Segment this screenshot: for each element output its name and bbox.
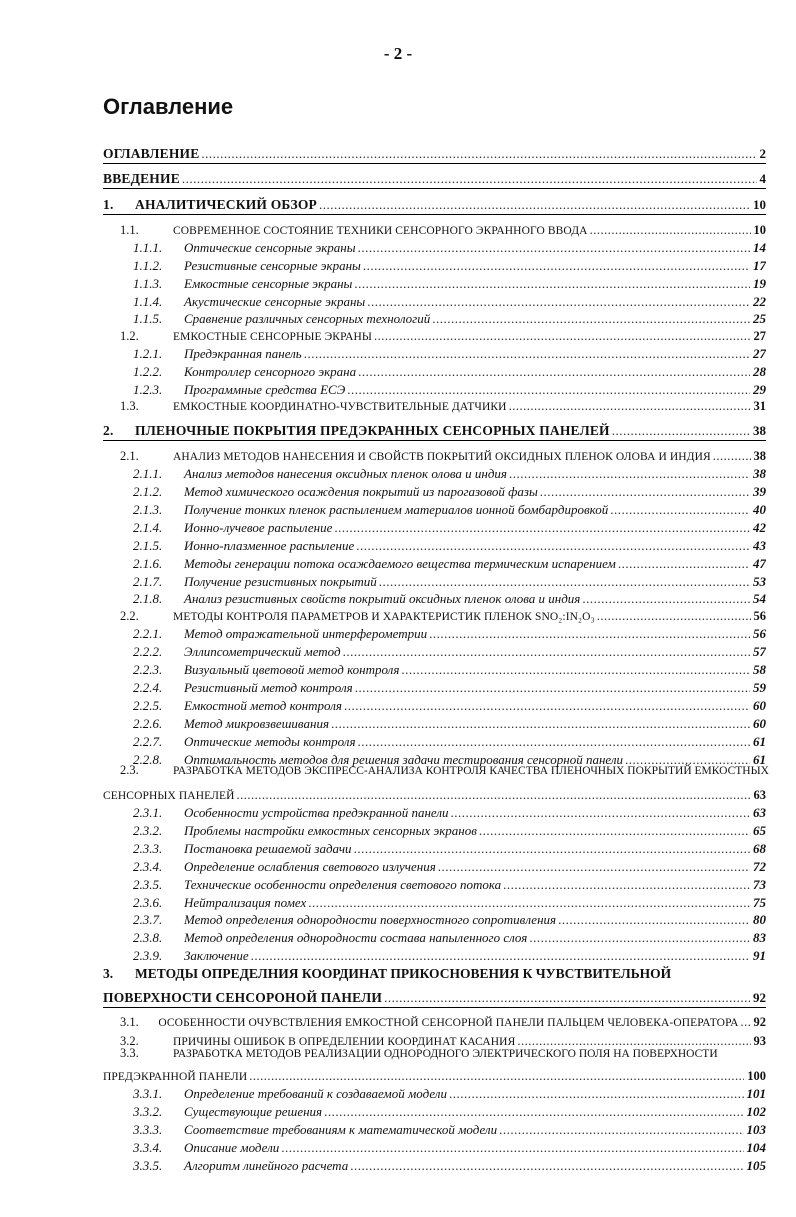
toc-entry-page: 27 [753,329,766,343]
toc-entry[interactable] [103,712,766,732]
toc-entry[interactable] [103,1118,766,1138]
chapter-underline [103,1007,766,1008]
toc-entry-title: Сравнение различных сенсорных технологий [184,311,431,326]
toc-entry-title: Метод химического осаждения покрытий из парогазовой фазы [184,484,538,499]
toc-entry-page: 57 [753,644,766,659]
toc-entry-line [103,990,766,1006]
toc-entry-title: Определение требований к создаваемой модели [184,1086,447,1101]
toc-entry[interactable] [103,419,766,439]
toc-entry[interactable] [103,986,766,1006]
toc-entry-page: 42 [753,520,766,535]
toc-entry[interactable] [103,324,766,344]
chapter-underline [103,188,766,189]
toc-entry-number: 2.3.7. [133,912,163,927]
toc-entry-title: Метод микровзвешивания [184,716,329,731]
toc-entry[interactable] [103,142,766,162]
page-number: - 2 - [383,44,413,63]
toc-entry-page: 73 [753,877,766,892]
toc-entry-title: МЕТОДЫ КОНТРОЛЯ ПАРАМЕТРОВ И ХАРАКТЕРИСТИК ПЛЕНОК SNO₂:IN₂O₃ [173,611,595,623]
toc-entry-title: Проблемы настройки емкостных сенсорных экранов [184,823,477,838]
toc-entry[interactable] [103,254,766,274]
toc-entry-title: Методы генерации потока осаждаемого вещества термическим испарением [184,556,616,571]
toc-entry-number: 2.1.2. [133,484,163,499]
toc-entry[interactable] [103,694,766,714]
toc-entry-title: Предэкранная панель [184,346,302,361]
toc-entry-number: 2.1.6. [133,556,163,571]
toc-entry-title: Емкостные сенсорные экраны [184,276,353,291]
toc-entry-title: Метод определения однородности состава напыленного слоя [184,930,528,945]
toc-entry-number: 2.2.7. [133,734,163,749]
toc-entry[interactable] [103,462,766,482]
toc-entry[interactable] [103,534,766,554]
toc-entry-page: 105 [746,1158,766,1173]
toc-entry-line [103,399,766,414]
toc-entry[interactable] [103,873,766,893]
toc-entry-number: 1.1.2. [133,258,163,273]
toc-entry-page: 93 [753,1034,766,1048]
toc-entry-number: 3. [103,966,114,981]
toc-entry-title: Постановка решаемой задачи [184,841,352,856]
toc-entry-page: 56 [753,626,766,641]
toc-entry-line [103,948,766,964]
toc-entry-number: 2.2.3. [133,662,163,677]
toc-entry-page: 83 [753,930,766,945]
toc-entry-line [103,171,766,187]
toc-entry[interactable] [103,360,766,380]
toc-entry-title: МЕТОДЫ ОПРЕДЕЛНИЯ КООРДИНАТ ПРИКОСНОВЕНИЯ К ЧУВСТВИТЕЛЬНОЙ [135,966,672,981]
toc-entry-number: 1. [103,197,114,212]
toc-entry[interactable] [103,640,766,660]
toc-entry-number: 2.3.2. [133,823,163,838]
toc-entry-page: 102 [746,1104,766,1119]
toc-entry-number: 1.2. [120,329,139,343]
toc-entry-page: 75 [753,895,766,910]
toc-entry-page: 80 [753,912,766,927]
toc-entry[interactable] [103,622,766,642]
toc-entry-title: Емкостной метод контроля [184,698,342,713]
toc-entry-title: АНАЛИЗ МЕТОДОВ НАНЕСЕНИЯ И СВОЙСТВ ПОКРЫТИЙ ОКСИДНЫХ ПЛЕНОК ОЛОВА И ИНДИЯ [173,451,711,463]
toc-entry-title: ВВЕДЕНИЕ [103,171,180,186]
toc-entry-page: 60 [753,716,766,731]
toc-entry-number: 2.3.4. [133,859,163,874]
toc-entry-number: 1.1.1. [133,240,163,255]
toc-entry[interactable] [103,342,766,362]
toc-entry-title: ЕМКОСТНЫЕ СЕНСОРНЫЕ ЭКРАНЫ [173,331,373,343]
toc-entry-page: 60 [753,698,766,713]
toc-entry-page: 100 [747,1069,766,1083]
toc-entry-line [103,423,766,439]
toc-entry[interactable] [103,516,766,536]
toc-entry-number: 3.3.3. [133,1122,163,1137]
toc-entry-title: Заключение [184,948,249,963]
toc-entry-page: 28 [753,364,766,379]
toc-entry-page: 14 [753,240,766,255]
toc-entry-number: 1.1. [120,223,139,237]
toc-entry-page: 43 [753,538,766,553]
toc-entry[interactable] [103,819,766,839]
toc-entry-page: 38 [753,466,766,481]
toc-entry-page: 61 [753,734,766,749]
toc-entry-number: 2.2.8. [133,752,163,767]
toc-entry-number: 2.2.1. [133,626,163,641]
toc-entry-title: Программные средства ЕСЭ [184,382,346,397]
toc-entry-title: Метод определения однородности поверхностного сопротивления [184,912,557,927]
toc-entry-number: 1.2.2. [133,364,163,379]
toc-entry-number: 1.3. [120,399,139,413]
dot-leader [509,399,751,414]
toc-entry-number: 2.3. [120,763,139,777]
dot-leader [201,146,756,162]
toc-entry-number: 2.2. [120,609,139,623]
chapter-underline [103,440,766,441]
toc-entry-page: 104 [746,1140,766,1155]
toc-entry[interactable] [103,552,766,572]
toc-entry[interactable] [103,658,766,678]
toc-entry[interactable] [103,676,766,696]
toc-entry-page: 29 [753,382,766,397]
toc-entry-title: Ионно-лучевое распыление [184,520,333,535]
toc-entry-title: Существующие решения [184,1104,323,1119]
toc-entry-page: 39 [753,484,766,499]
toc-entry-number: 2. [103,423,114,438]
toc-entry-number: 2.3.1. [133,805,163,820]
toc-entry-number: 3.3. [120,1046,139,1060]
toc-entry[interactable] [103,272,766,292]
toc-entry-title: Резистивные сенсорные экраны [184,258,361,273]
toc-entry-page: 63 [753,788,766,802]
toc-entry-page: 59 [753,680,766,695]
toc-entry-number: 1.2.3. [133,382,163,397]
toc-entry-title: АНАЛИТИЧЕСКИЙ ОБЗОР [135,197,317,212]
toc-entry-number: 2.1.3. [133,502,163,517]
toc-entry-line [103,197,766,213]
toc-entry-line [103,1158,766,1174]
toc-entry[interactable] [103,908,766,928]
toc-entry-page: 40 [753,502,766,517]
toc-entry-number: 1.1.5. [133,311,163,326]
toc-entry-title: Эллипсометрический метод [184,644,341,659]
toc-entry-page: 91 [753,948,766,963]
toc-entry-page: 72 [753,859,766,874]
toc-entry-title: РАЗРАБОТКА МЕТОДОВ ЭКСПРЕСС-АНАЛИЗА КОНТРОЛЯ КАЧЕСТВА ПЛЕНОЧНЫХ ПОКРЫТИЙ ЕМКОСТНЫХ [173,765,769,777]
dot-leader [182,171,757,187]
toc-entry[interactable] [103,1136,766,1156]
toc-entry[interactable] [103,1100,766,1120]
toc-entry-number: 2.1.1. [133,466,163,481]
toc-entry[interactable] [103,167,766,187]
toc-entry-number: 2.1.8. [133,591,163,606]
toc-entry-number: 2.3.5. [133,877,163,892]
toc-entry-number: 2.2.2. [133,644,163,659]
toc-entry[interactable] [103,444,766,464]
toc-entry-page: 25 [753,311,766,326]
toc-entry-title: Алгоритм линейного расчета [184,1158,349,1173]
toc-entry-title: Соответствие требованиям к математической модели [184,1122,498,1137]
toc-entry-title: Резистивный метод контроля [184,680,353,695]
toc-entry[interactable] [103,1154,766,1174]
toc-entry-number: 2.1.4. [133,520,163,535]
toc-entry-page: 38 [753,449,766,463]
toc-entry-title: Получение тонких пленок распылением материалов ионной бомбардировкой [184,502,609,517]
dot-leader [384,990,750,1006]
toc-entry-page: 19 [753,276,766,291]
toc-entry-number: 2.3.3. [133,841,163,856]
toc-entry-number: 2.2.6. [133,716,163,731]
toc-entry-title: Анализ методов нанесения оксидных пленок олова и индия [184,466,507,481]
toc-entry-page: 65 [753,823,766,838]
toc-entry[interactable] [103,1082,766,1102]
toc-entry-page: 92 [753,1015,766,1029]
toc-entry[interactable] [103,480,766,500]
chapter-underline [103,163,766,164]
toc-entry-title: Анализ резистивных свойств покрытий оксидных пленок олова и индия [184,591,581,606]
toc-entry-title: Технические особенности определения светового потока [184,877,502,892]
toc-entry-page: 47 [753,556,766,571]
toc-entry-number: 2.3.6. [133,895,163,910]
toc-entry-title: ПЛЕНОЧНЫЕ ПОКРЫТИЯ ПРЕДЭКРАННЫХ СЕНСОРНЫХ ПАНЕЛЕЙ [135,423,610,438]
toc-entry-title: Метод отражательной интерферометрии [184,626,428,641]
toc-entry[interactable] [103,604,766,624]
toc-entry-number: 2.3.9. [133,948,163,963]
dot-leader [251,948,750,964]
toc-entry-page: 31 [753,399,766,413]
toc-entry-page: 54 [753,591,766,606]
toc-entry[interactable] [103,926,766,946]
toc-entry-title: Оптические сенсорные экраны [184,240,356,255]
toc-entry-title: Визуальный цветовой метод контроля [184,662,400,677]
toc-entry-title: Нейтрализация помех [184,895,307,910]
toc-entry-number: 3.3.4. [133,1140,163,1155]
toc-entry-number: 2.3.8. [133,930,163,945]
toc-entry[interactable] [103,193,766,213]
toc-entry[interactable] [103,498,766,518]
toc-entry-title: ЕМКОСТНЫЕ КООРДИНАТНО-ЧУВСТВИТЕЛЬНЫЕ ДАТЧИКИ [173,401,507,413]
toc-entry-first-line[interactable] [103,763,769,778]
toc-entry[interactable] [103,837,766,857]
toc-entry-line [103,146,766,162]
toc-entry[interactable] [103,801,766,821]
toc-entry-title: Особенности устройства предэкранной панели [184,805,449,820]
toc-entry-page: 58 [753,662,766,677]
toc-entry-title: Описание модели [184,1140,280,1155]
toc-entry-page: 10 [753,223,766,237]
toc-entry-number: 3.2. [120,1034,139,1048]
toc-entry-title: ОСОБЕННОСТИ ОЧУВСТВЛЕНИЯ ЕМКОСТНОЙ СЕНСОРНОЙ ПАНЕЛИ ПАЛЬЦЕМ ЧЕЛОВЕКА-ОПЕРАТОРА [158,1017,739,1029]
toc-entry-page: 2 [759,146,766,161]
toc-entry-number: 2.2.5. [133,698,163,713]
toc-entry-first-line[interactable] [103,966,766,982]
toc-entry-title: Определение ослабления светового излучения [184,859,436,874]
toc-entry-number: 2.1. [120,449,139,463]
toc-entry-page: 101 [746,1086,766,1101]
toc-entry[interactable] [103,730,766,750]
toc-entry-title: Получение резистивных покрытий [184,574,377,589]
dot-leader [741,1015,751,1030]
toc-entry-title: СОВРЕМЕННОЕ СОСТОЯНИЕ ТЕХНИКИ СЕНСОРНОГО ЭКРАННОГО ВВОДА [173,225,588,237]
dot-leader [319,197,750,213]
toc-entry-number: 1.1.3. [133,276,163,291]
toc-entry-page: 4 [759,171,766,186]
toc-entry-title: Оптические методы контроля [184,734,356,749]
toc-entry-first-line[interactable] [103,1046,766,1061]
toc-entry[interactable] [103,218,766,238]
toc-entry[interactable] [103,944,766,964]
chapter-underline [103,214,766,215]
toc-entry-title: ПОВЕРХНОСТИ СЕНСОРОНОЙ ПАНЕЛИ [103,990,383,1005]
toc-entry-title: Ионно-плазменное распыление [184,538,355,553]
toc-entry-page: 17 [753,258,766,273]
toc-entry-page: 68 [753,841,766,856]
toc-entry-number: 1.1.4. [133,294,163,309]
toc-entry-title: Акустические сенсорные экраны [184,294,366,309]
toc-entry-title: ПРЕДЭКРАННОЙ ПАНЕЛИ [103,1071,248,1083]
toc-entry-page: 27 [753,346,766,361]
toc-entry[interactable] [103,236,766,256]
toc-entry-title: ПРИЧИНЫ ОШИБОК В ОПРЕДЕЛЕНИИ КООРДИНАТ КАСАНИЯ [173,1036,516,1048]
toc-entry-page: 61 [753,752,766,767]
toc-entry-number: 1.2.1. [133,346,163,361]
toc-entry-page: 22 [753,294,766,309]
dot-leader [350,1158,743,1174]
toc-entry-number: 2.1.7. [133,574,163,589]
toc-entry[interactable] [103,855,766,875]
toc-entry-line [103,1015,766,1030]
toc-entry[interactable] [103,783,766,803]
toc-entry[interactable] [103,394,766,414]
toc-entry-title: Контроллер сенсорного экрана [184,364,357,379]
toc-entry-number: 3.3.5. [133,1158,163,1173]
toc-entry-title: РАЗРАБОТКА МЕТОДОВ РЕАЛИЗАЦИИ ОДНОРОДНОГО ЭЛЕКТРИЧЕСКОГО ПОЛЯ НА ПОВЕРХНОСТИ [173,1048,718,1060]
toc-entry-page: 56 [753,609,766,623]
toc-entry-number: 3.3.2. [133,1104,163,1119]
toc-entry-number: 3.3.1. [133,1086,163,1101]
toc-entry[interactable] [103,1010,766,1030]
toc-entry-number: 2.2.4. [133,680,163,695]
toc-heading: Оглавление [103,94,234,119]
toc-entry-page: 103 [746,1122,766,1137]
toc-entry-page: 63 [753,805,766,820]
toc-entry-page: 53 [753,574,766,589]
toc-entry-title: СЕНСОРНЫХ ПАНЕЛЕЙ [103,790,235,802]
toc-entry-page: 92 [753,990,766,1005]
dot-leader [612,423,750,439]
toc-entry[interactable] [103,1064,766,1084]
toc-entry-number: 2.1.5. [133,538,163,553]
toc-entry-number: 3.1. [120,1015,139,1029]
toc-entry-title: ОГЛАВЛЕНИЕ [103,146,200,161]
toc-entry-title: Оптимальность методов для решения задачи тестирования сенсорной панели [184,752,624,767]
toc-entry-page: 10 [753,197,766,212]
toc-entry-page: 38 [753,423,766,438]
